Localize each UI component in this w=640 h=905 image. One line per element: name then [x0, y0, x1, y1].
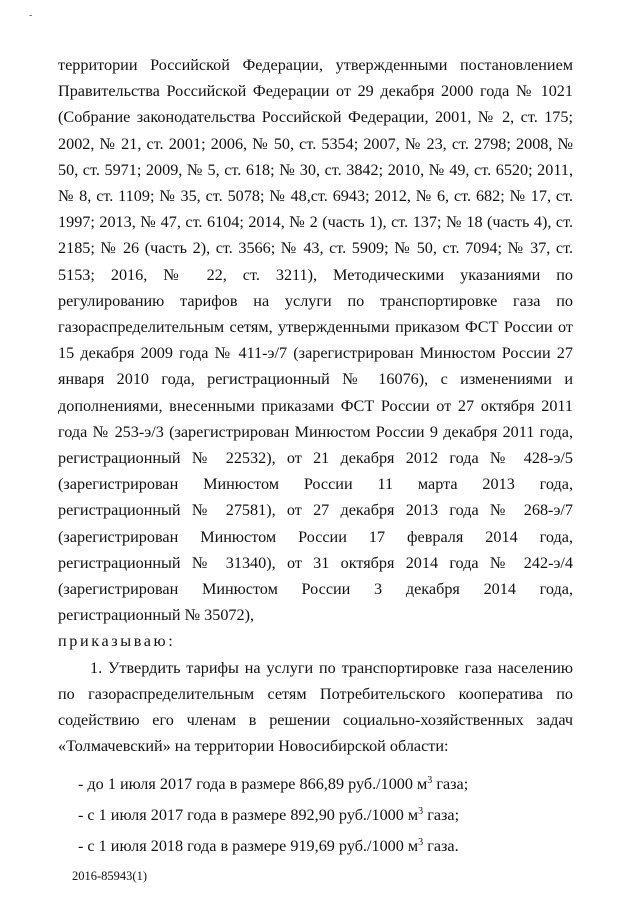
document-code: 2016-85943(1): [72, 869, 147, 883]
tariff-exponent: 3: [427, 775, 433, 787]
item-1-paragraph: 1. Утвердить тарифы на услуги по транспортировке газа населению по газораспределительным сетям Потребительского кооператива по содействию его членам в решении социально-хозяйственных задач «Толмачевский» на территории Новосибирской области:: [58, 658, 573, 756]
tariff-exponent: 3: [418, 837, 424, 849]
tariff-suffix: газа.: [423, 837, 459, 856]
tariff-item: [58, 769, 573, 800]
tariff-item: [58, 800, 573, 831]
tariff-suffix: газа;: [423, 806, 460, 825]
tariff-text: - с 1 июля 2018 года в размере 919,69 руб./1000 м: [78, 837, 419, 856]
tariff-suffix: газа;: [432, 775, 469, 794]
tariff-text: - до 1 июля 2017 года в размере 866,89 руб./1000 м: [78, 775, 428, 794]
tariff-text: - с 1 июля 2017 года в размере 892,90 руб./1000 м: [78, 806, 419, 825]
document-body: [58, 52, 573, 862]
legal-basis-paragraph: территории Российской Федерации, утвержденными постановлением Правительства Российской Федерации от 29 декабря 2000 года № 1021 (Собрание законодательства Российской Федерации, 2001, № 2, ст. 175; 2002, № 21, ст. 2001; 2006, № 50, ст. 5354; 2007, № 23, ст. 2798; 2008, № 50, ст. 5971; 2009, № 5, ст. 618; № 30, ст. 3842; 2010, № 49, ст. 6520; 2011, № 8, ст. 1109; № 35, ст. 5078; № 48,ст. 6943; 2012, № 6, ст. 682; № 17, ст. 1997; 2013, № 47, ст. 6104; 2014, № 2 (часть 1), ст. 137; № 18 (часть 4), ст. 2185; № 26 (часть 2), ст. 3566; № 43, ст. 5909; № 50, ст. 7094; № 37, ст. 5153; 2016, № 22, ст. 3211), Методическими указаниями по регулированию тарифов на услуги по транспортировке газа по газораспределительным сетям, утвержденными приказом ФСТ России от 15 декабря 2009 года № 411-э/7 (зарегистрирован Минюстом России 27 января 2010 года, регистрационный № 16076), с изменениями и дополнениями, внесенными приказами ФСТ России от 27 октября 2011 года № 253-э/3 (зарегистрирован Минюстом России 9 декабря 2011 года, регистрационный № 22532), от 21 декабря 2012 года № 428-э/5 (зарегистрирован Минюстом России 11 марта 2013 года, регистрационный № 27581), от 27 декабря 2013 года № 268-э/7 (зарегистрирован Минюстом России 17 февраля 2014 года, регистрационный № 31340), от 31 октября 2014 года № 242-э/4 (зарегистрирован Минюстом России 3 декабря 2014 года, регистрационный № 35072),: [58, 56, 573, 625]
corner-mark: -: [29, 10, 33, 21]
order-word: приказываю:: [58, 632, 176, 651]
tariff-list: [58, 769, 573, 862]
tariff-exponent: 3: [418, 806, 424, 818]
tariff-item: [58, 831, 573, 862]
